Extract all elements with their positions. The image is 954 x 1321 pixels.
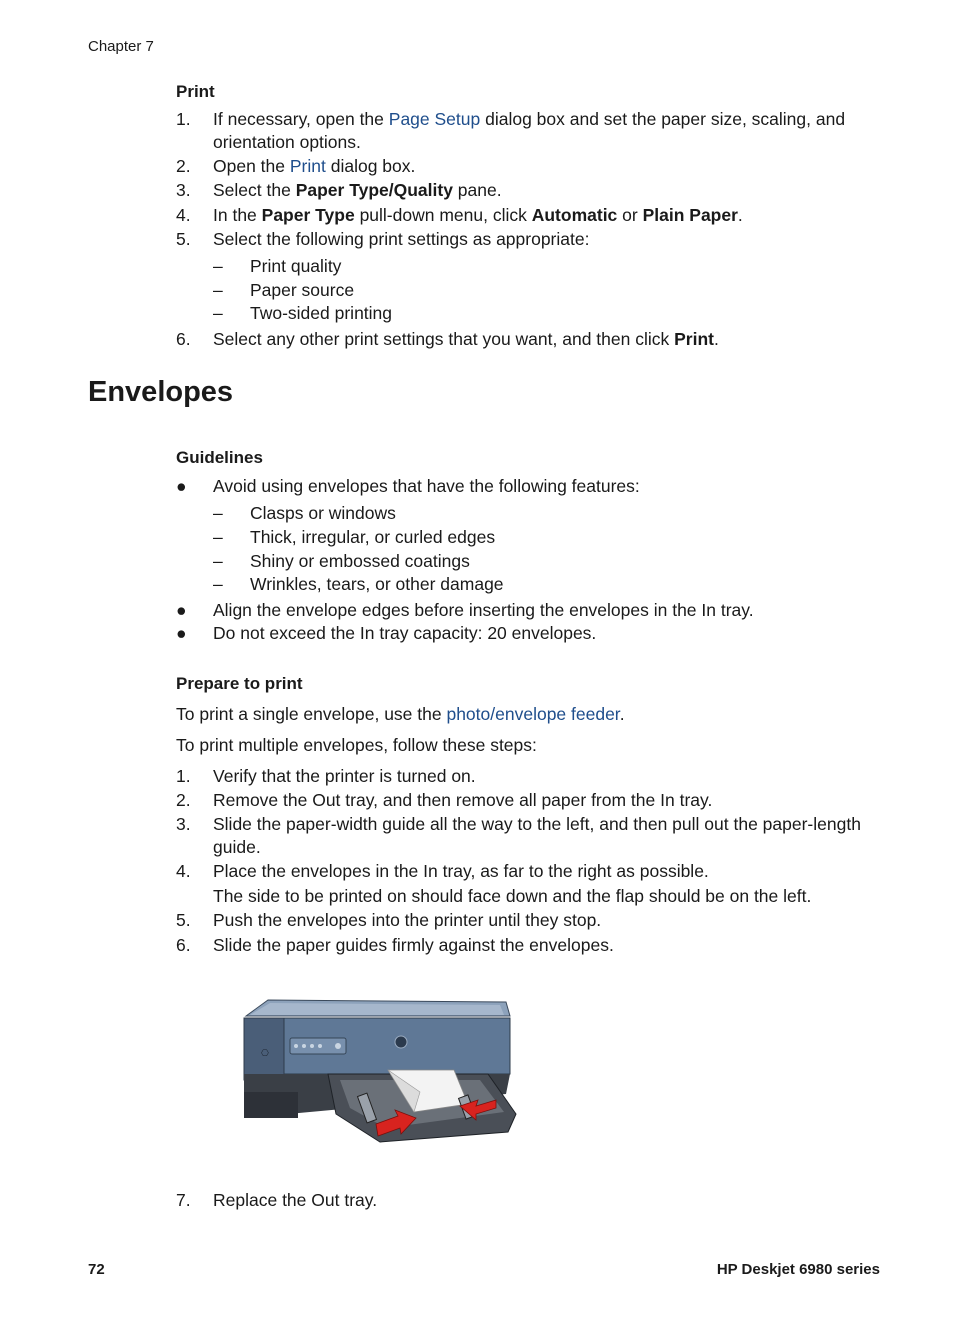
step-number: 3.	[176, 180, 191, 200]
multiple-envelopes-intro: To print multiple envelopes, follow these steps:	[176, 735, 537, 755]
print-heading: Print	[176, 82, 215, 101]
chapter-label: Chapter 7	[88, 38, 154, 55]
print-link[interactable]: Print	[289, 156, 326, 176]
single-envelope-paragraph: To print a single envelope, use the photo/envelope feeder.	[176, 704, 625, 724]
prepare-heading: Prepare to print	[176, 674, 303, 693]
step-text: If necessary, open the Page Setup dialog box and set the paper size, scaling, and orientation options.	[213, 109, 846, 152]
envelope-step-4-note: The side to be printed on should face down and the flap should be on the left.	[213, 886, 812, 906]
printer-drawing	[238, 996, 520, 1148]
step-number: 2.	[176, 156, 191, 176]
photo-envelope-feeder-link[interactable]: photo/envelope feeder	[446, 704, 620, 724]
step-number: 4.	[176, 205, 191, 225]
printer-illustration	[238, 996, 520, 1148]
step-text: Select any other print settings that you want, and then click Print.	[213, 329, 719, 349]
page-setup-link[interactable]: Page Setup	[388, 109, 481, 129]
guidelines-heading: Guidelines	[176, 448, 263, 467]
step-text: Select the following print settings as appropriate:	[213, 229, 590, 249]
step-text: Open the Print dialog box.	[213, 156, 416, 176]
page-number: 72	[88, 1261, 105, 1278]
svg-text:⎔: ⎔	[261, 1048, 269, 1058]
step-number: 1.	[176, 109, 191, 129]
step-number: 6.	[176, 329, 191, 349]
step-text: Select the Paper Type/Quality pane.	[213, 180, 502, 200]
step-text: In the Paper Type pull-down menu, click Automatic or Plain Paper.	[213, 205, 743, 225]
product-name: HP Deskjet 6980 series	[716, 1261, 880, 1278]
step-number: 5.	[176, 229, 191, 249]
envelopes-title: Envelopes	[88, 376, 234, 408]
